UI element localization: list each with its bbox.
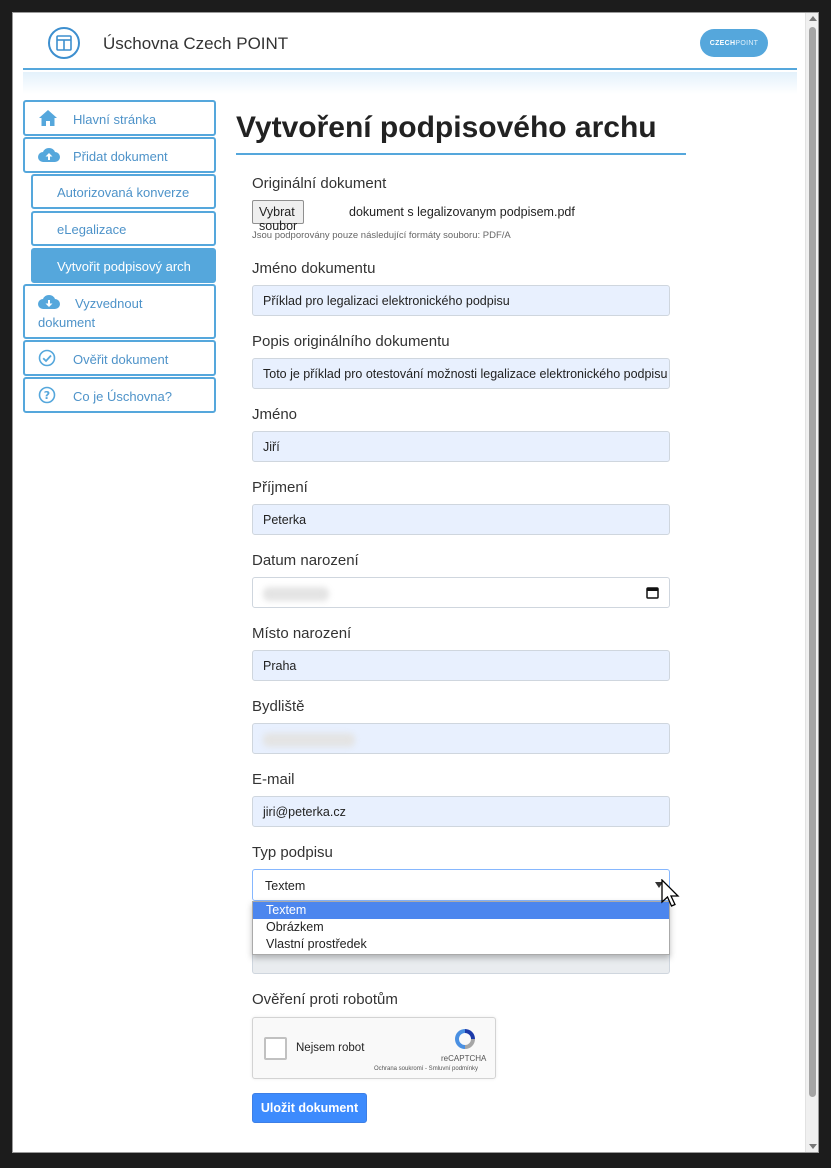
signature-text-input[interactable] <box>252 954 670 974</box>
redacted-value <box>263 733 355 747</box>
browser-window <box>12 12 819 1153</box>
redacted-value <box>263 587 329 601</box>
birth-date-label: Datum narození <box>252 552 359 569</box>
sidebar-item-label: Autorizovaná konverze <box>57 185 190 200</box>
sidebar-item-label: eLegalizace <box>57 222 127 237</box>
sidebar-item-pickup-document[interactable] <box>23 284 216 339</box>
scrollbar-thumb[interactable] <box>809 27 816 1097</box>
description-label: Popis originálního dokumentu <box>252 333 450 350</box>
original-document-label: Originální dokument <box>252 175 387 192</box>
residence-input[interactable] <box>252 723 670 754</box>
signature-type-select[interactable] <box>252 869 670 901</box>
birth-date-input[interactable] <box>252 577 670 608</box>
signature-type-selected: Textem <box>265 879 306 893</box>
dropdown-option-textem[interactable]: Textem <box>253 902 669 919</box>
home-icon <box>38 109 58 129</box>
recaptcha-text: Nejsem robot <box>296 1042 365 1054</box>
dropdown-option-obrazkem[interactable]: Obrázkem <box>266 920 324 934</box>
birth-place-label: Místo narození <box>252 625 352 642</box>
sidebar-item-label: Hlavní stránka <box>73 112 157 127</box>
svg-text:?: ? <box>43 389 51 402</box>
save-document-button[interactable]: Uložit dokument <box>252 1093 367 1123</box>
czech-point-logo-point: POINT <box>735 39 759 47</box>
sidebar-item-label-line1: Vyzvednout <box>75 296 143 311</box>
selected-file-name: dokument s legalizovanym podpisem.pdf <box>349 205 575 219</box>
recaptcha-logo-icon <box>452 1026 478 1057</box>
mouse-cursor-icon <box>661 879 681 914</box>
header-gradient <box>23 72 797 94</box>
scroll-down-icon[interactable] <box>809 1144 817 1149</box>
czech-point-logo-czech: CZECH <box>709 39 736 47</box>
sidebar-item-about[interactable] <box>23 377 216 413</box>
sidebar-item-home[interactable] <box>23 100 216 136</box>
sidebar-item-label: Přidat dokument <box>73 149 168 164</box>
cloud-download-icon <box>38 293 58 313</box>
calendar-icon[interactable] <box>646 586 659 602</box>
description-input[interactable]: Toto je příklad pro otestování možnosti legalizace elektronického podpisu <box>252 358 670 389</box>
vertical-scrollbar[interactable] <box>805 13 818 1152</box>
choose-file-button[interactable]: Vybrat soubor <box>252 200 304 224</box>
uschovna-logo-icon[interactable] <box>48 27 80 59</box>
last-name-label: Příjmení <box>252 479 308 496</box>
residence-label: Bydliště <box>252 698 305 715</box>
scroll-up-icon[interactable] <box>809 16 817 21</box>
recaptcha-terms-link[interactable]: Ochrana soukromí - Smluvní podmínky <box>374 1066 479 1072</box>
document-name-input[interactable]: Příklad pro legalizaci elektronického podpisu <box>252 285 670 316</box>
first-name-input[interactable]: Jiří <box>252 431 670 462</box>
sidebar-item-label-line2: dokument <box>38 315 96 330</box>
sidebar-item-vytvorit-podpisovy-arch[interactable] <box>31 248 216 283</box>
app-header <box>23 13 797 70</box>
app-title[interactable]: Úschovna Czech POINT <box>103 34 289 53</box>
sidebar-item-elegalizace[interactable] <box>31 211 216 246</box>
question-circle-icon <box>38 386 58 406</box>
last-name-input[interactable]: Peterka <box>252 504 670 535</box>
email-label: E-mail <box>252 771 295 788</box>
sidebar-item-autorizovana-konverze[interactable] <box>31 174 216 209</box>
signature-type-label: Typ podpisu <box>252 844 333 861</box>
captcha-label: Ověření proti robotům <box>252 991 398 1008</box>
cloud-upload-icon <box>38 146 58 166</box>
email-input[interactable]: jiri@peterka.cz <box>252 796 670 827</box>
title-divider <box>236 153 686 155</box>
sidebar-item-verify-document[interactable] <box>23 340 216 376</box>
sidebar-item-label: Ověřit dokument <box>73 352 169 367</box>
recaptcha-checkbox[interactable] <box>264 1037 287 1060</box>
sidebar-item-add-document[interactable] <box>23 137 216 173</box>
file-format-hint: Jsou podporovány pouze následující formáty souboru: PDF/A <box>252 230 511 241</box>
first-name-label: Jméno <box>252 406 298 423</box>
birth-place-input[interactable]: Praha <box>252 650 670 681</box>
czech-point-logo <box>700 29 768 57</box>
signature-type-dropdown <box>252 901 670 955</box>
page-title: Vytvoření podpisového archu <box>236 111 657 144</box>
document-name-label: Jméno dokumentu <box>252 260 376 277</box>
sidebar-item-label: Co je Úschovna? <box>73 389 172 404</box>
dropdown-option-vlastni-prostredek[interactable]: Vlastní prostředek <box>266 937 367 951</box>
sidebar-item-label: Vytvořit podpisový arch <box>57 259 191 274</box>
check-circle-icon <box>38 349 58 369</box>
recaptcha-brand: reCAPTCHA <box>441 1054 487 1063</box>
recaptcha-widget <box>252 1017 496 1079</box>
